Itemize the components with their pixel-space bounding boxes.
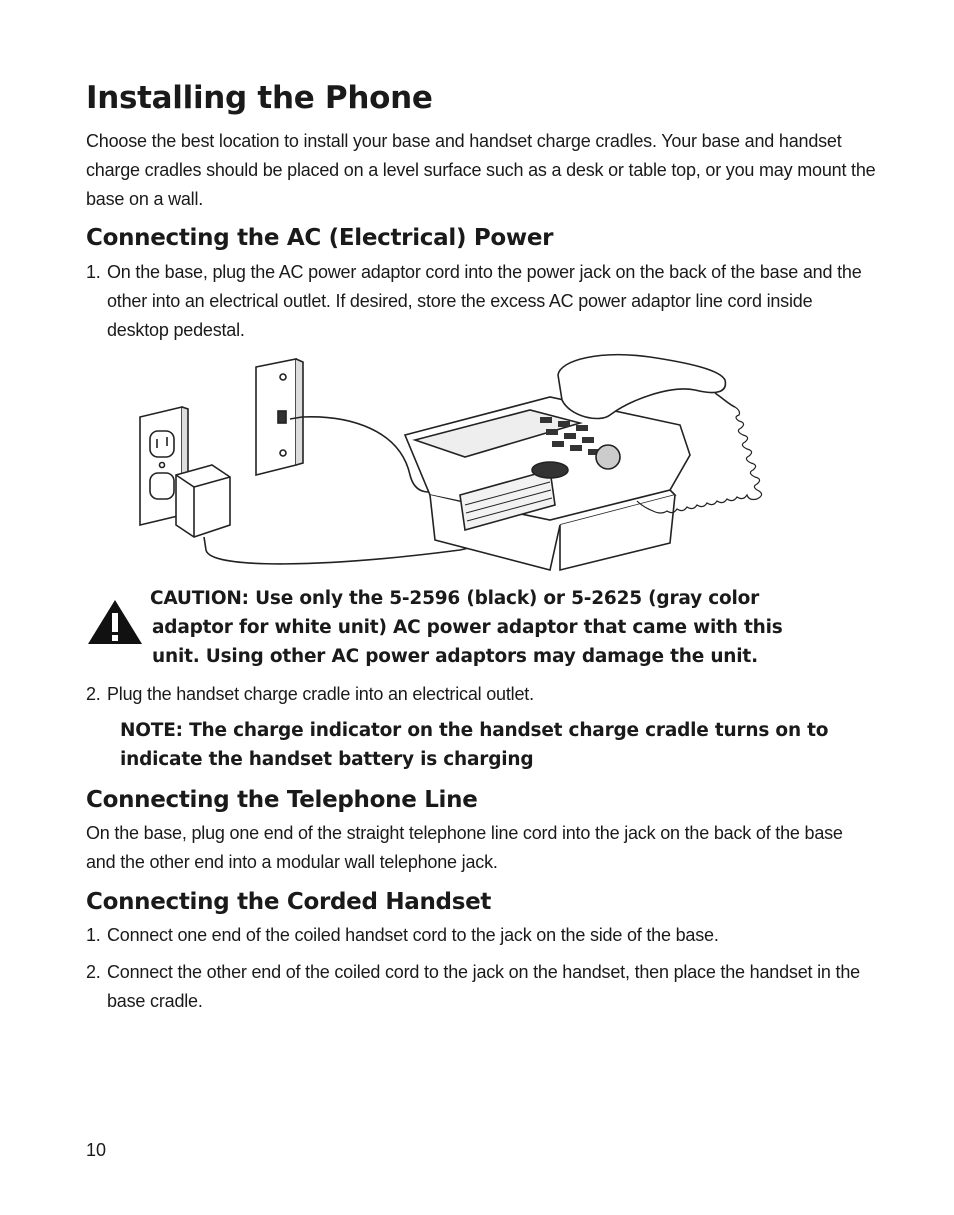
telephone-line-heading: Connecting the Telephone Line [86, 787, 478, 813]
ac-power-step-2 [86, 680, 876, 709]
wall-phone-jack-icon [256, 359, 448, 492]
phone-base-icon [405, 397, 690, 570]
step-text: Plug the handset charge cradle into an electrical outlet. [107, 684, 534, 704]
step-number: 2. [86, 684, 101, 704]
corded-handset-step-1 [86, 921, 876, 950]
handset-icon [558, 355, 735, 419]
step-text: On the base, plug the AC power adaptor cord into the power jack on the back of the base and the other into an electrical outlet. If desired, store the excess AC power adaptor line cord inside desktop pedestal. [107, 262, 862, 340]
step-text: Connect the other end of the coiled cord to the jack on the handset, then place the handset in the base cradle. [107, 962, 860, 1011]
phone-installation-illustration [130, 345, 810, 580]
intro-paragraph: Choose the best location to install your base and handset charge cradles. Your base and handset charge cradles should be placed on a level surface such as a desk or table top, or you may mount the base on a wall. [86, 131, 876, 209]
step-number: 1. [86, 262, 101, 282]
telephone-line-text: On the base, plug one end of the straight telephone line cord into the jack on the back of the base and the other end into a modular wall telephone jack. [86, 823, 843, 872]
page-title: Installing the Phone [86, 80, 433, 116]
caution-line-2: adaptor for white unit) AC power adaptor that came with this [152, 617, 783, 638]
charge-note: NOTE: The charge indicator on the handset charge cradle turns on to indicate the handset battery is charging [120, 720, 829, 770]
step-text: Connect one end of the coiled handset cord to the jack on the side of the base. [107, 925, 719, 945]
step-number: 1. [86, 925, 101, 945]
caution-line-1: CAUTION: Use only the 5-2596 (black) or 5-2625 (gray color [150, 588, 760, 609]
ac-power-step-1 [86, 258, 876, 345]
page-number: 10 [86, 1140, 107, 1160]
caution-line-3: unit. Using other AC power adaptors may damage the unit. [152, 646, 758, 667]
corded-handset-step-2 [86, 958, 876, 1016]
corded-handset-heading: Connecting the Corded Handset [86, 889, 492, 915]
ac-power-heading: Connecting the AC (Electrical) Power [86, 225, 554, 251]
step-number: 2. [86, 962, 101, 982]
warning-triangle-icon [86, 598, 144, 646]
